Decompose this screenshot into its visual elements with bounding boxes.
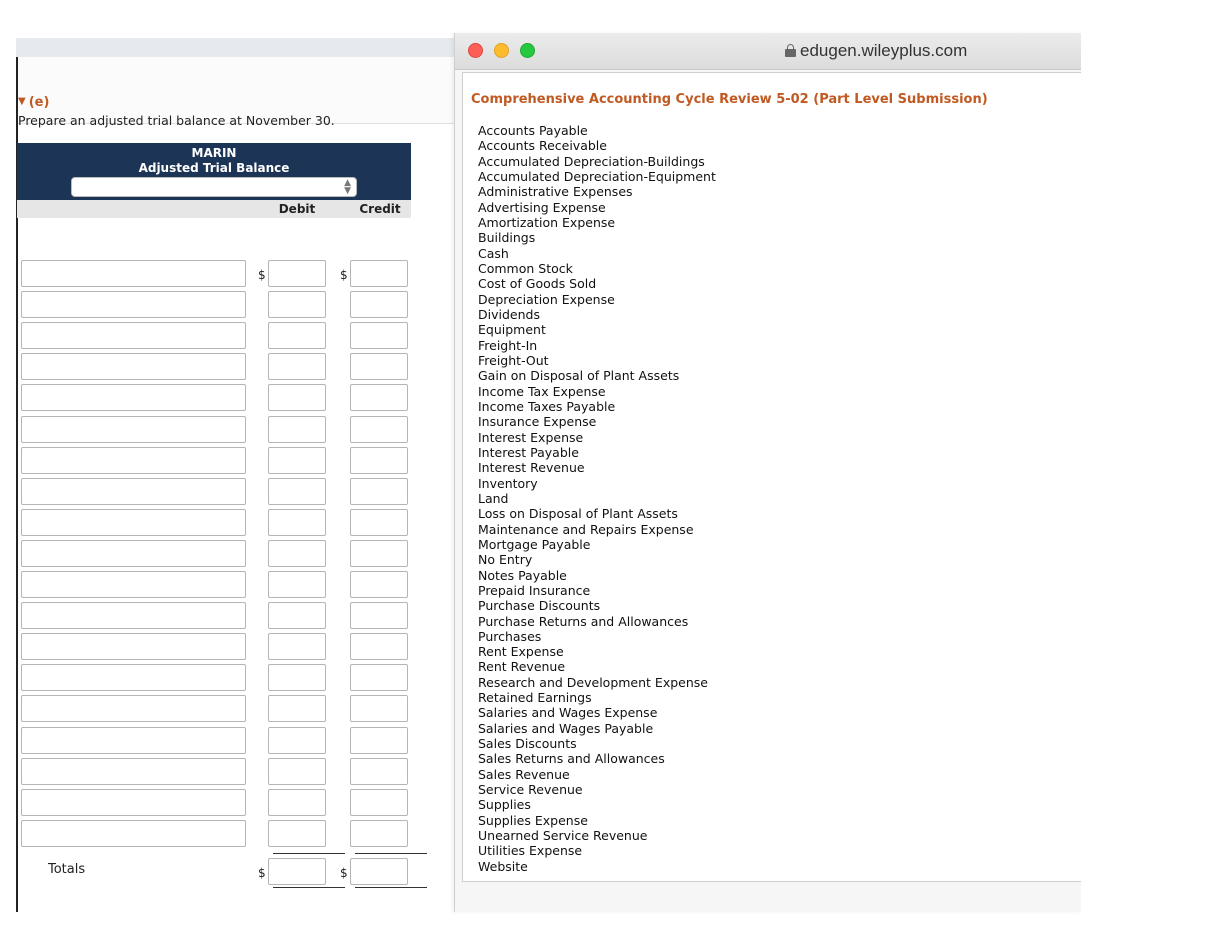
account-title-input[interactable] [21, 260, 246, 287]
credit-amount-input[interactable] [350, 384, 408, 411]
credit-amount-input[interactable] [350, 322, 408, 349]
account-list-item: Income Taxes Payable [478, 398, 616, 414]
account-list-item: Notes Payable [478, 567, 567, 583]
debit-amount-input[interactable] [268, 384, 326, 411]
total-debit-input[interactable] [268, 858, 326, 885]
credit-amount-input[interactable] [350, 633, 408, 660]
trial-balance-row [17, 758, 411, 786]
url-display [785, 41, 967, 61]
trial-balance-row [17, 789, 411, 817]
trial-balance-row [17, 384, 411, 412]
account-list-item: Buildings [478, 230, 536, 246]
account-title-input[interactable] [21, 571, 246, 598]
account-list-item: Equipment [478, 322, 546, 338]
lock-icon [785, 44, 796, 57]
debit-amount-input[interactable] [268, 416, 326, 443]
account-list-item: Mortgage Payable [478, 536, 591, 552]
trial-balance-row [17, 820, 411, 848]
debit-amount-input[interactable] [268, 540, 326, 567]
account-list-item: Land [478, 490, 509, 506]
trial-balance-row [17, 540, 411, 568]
account-list-item: Common Stock [478, 260, 573, 276]
debit-amount-input[interactable] [268, 695, 326, 722]
account-title-input[interactable] [21, 322, 246, 349]
debit-amount-input[interactable] [268, 291, 326, 318]
debit-total-rule [273, 853, 345, 854]
trial-balance-row [17, 416, 411, 444]
trial-balance-row [17, 633, 411, 661]
account-list-item: No Entry [478, 552, 533, 568]
statement-title: Adjusted Trial Balance [138, 161, 290, 175]
url-text: edugen.wileyplus.com [800, 41, 968, 60]
trial-balance-row [17, 571, 411, 599]
account-list-item: Rent Expense [478, 644, 564, 660]
account-list-item: Insurance Expense [478, 414, 597, 430]
credit-double-rule [355, 887, 427, 888]
account-title-input[interactable] [21, 695, 246, 722]
account-list-item: Income Tax Expense [478, 383, 606, 399]
account-list-item: Rent Revenue [478, 659, 566, 675]
account-title-input[interactable] [21, 384, 246, 411]
debit-double-rule [273, 887, 345, 888]
popup-content [462, 72, 1081, 882]
account-list-item: Salaries and Wages Payable [478, 720, 654, 736]
credit-amount-input[interactable] [350, 509, 408, 536]
debit-amount-input[interactable] [268, 602, 326, 629]
account-list-item: Supplies [478, 797, 531, 813]
account-list-item: Interest Revenue [478, 460, 585, 476]
account-list-item: Utilities Expense [478, 843, 583, 859]
debit-amount-input[interactable] [268, 664, 326, 691]
debit-amount-input[interactable] [268, 758, 326, 785]
credit-amount-input[interactable] [350, 758, 408, 785]
debit-amount-input[interactable] [268, 509, 326, 536]
account-list-item: Purchase Returns and Allowances [478, 613, 689, 629]
account-title-input[interactable] [21, 540, 246, 567]
trial-balance-row [17, 664, 411, 692]
date-select[interactable] [71, 177, 357, 197]
credit-amount-input[interactable] [350, 540, 408, 567]
account-list-item: Salaries and Wages Expense [478, 705, 658, 721]
account-list-item: Amortization Expense [478, 214, 616, 230]
account-list-item: Freight-In [478, 337, 538, 353]
column-header-row [17, 200, 411, 218]
account-title-input[interactable] [21, 602, 246, 629]
account-list-item: Advertising Expense [478, 199, 606, 215]
trial-balance-header [17, 143, 411, 200]
account-list-item: Supplies Expense [478, 812, 588, 828]
account-list-item: Website [478, 858, 528, 874]
account-title-input[interactable] [21, 820, 246, 847]
popup-heading: Comprehensive Accounting Cycle Review 5-02 (Part Level Submission) [471, 92, 988, 107]
account-list-item: Accumulated Depreciation-Buildings [478, 153, 705, 169]
debit-amount-input[interactable] [268, 633, 326, 660]
credit-amount-input[interactable] [350, 353, 408, 380]
account-title-input[interactable] [21, 447, 246, 474]
trial-balance-row [17, 260, 411, 288]
trial-balance-row [17, 602, 411, 630]
trial-balance-row [17, 447, 411, 475]
account-list-item: Interest Expense [478, 429, 584, 445]
account-list-item: Purchases [478, 628, 542, 644]
credit-amount-input[interactable] [350, 291, 408, 318]
trial-balance-row [17, 695, 411, 723]
top-bar [16, 38, 456, 57]
account-list-item: Administrative Expenses [478, 184, 633, 200]
credit-amount-input[interactable] [350, 447, 408, 474]
debit-amount-input[interactable] [268, 353, 326, 380]
credit-amount-input[interactable] [350, 820, 408, 847]
totals-credit-dollar-sign: $ [340, 866, 348, 880]
company-name: MARIN [191, 146, 237, 160]
collapse-triangle-icon: ▼ [18, 96, 26, 107]
part-label-text: (e) [28, 95, 50, 110]
account-list-item: Retained Earnings [478, 690, 592, 706]
maximize-window-button[interactable] [520, 43, 535, 58]
account-title-input[interactable] [21, 789, 246, 816]
account-list-item: Freight-Out [478, 352, 549, 368]
trial-balance-row [17, 291, 411, 319]
account-list-item: Accounts Payable [478, 123, 588, 138]
credit-amount-input[interactable] [350, 571, 408, 598]
debit-amount-input[interactable] [268, 789, 326, 816]
account-list-item: Unearned Service Revenue [478, 828, 648, 844]
part-toggle[interactable] [18, 95, 49, 110]
account-list-popup [454, 33, 1081, 912]
account-list-item: Cash [478, 245, 509, 261]
debit-amount-input[interactable] [268, 447, 326, 474]
credit-dollar-sign: $ [340, 268, 348, 282]
account-title-input[interactable] [21, 416, 246, 443]
totals-label: Totals [48, 862, 86, 877]
account-list-item: Cost of Goods Sold [478, 276, 597, 292]
account-title-input[interactable] [21, 353, 246, 380]
account-list-item: Sales Discounts [478, 736, 577, 752]
credit-amount-input[interactable] [350, 416, 408, 443]
instruction-text: Prepare an adjusted trial balance at November 30. [18, 113, 335, 128]
minimize-window-button[interactable] [494, 43, 509, 58]
debit-amount-input[interactable] [268, 571, 326, 598]
credit-column-header: Credit [359, 202, 401, 216]
credit-amount-input[interactable] [350, 695, 408, 722]
account-title-input[interactable] [21, 758, 246, 785]
trial-balance-row [17, 509, 411, 537]
credit-amount-input[interactable] [350, 789, 408, 816]
debit-amount-input[interactable] [268, 820, 326, 847]
account-list-item: Depreciation Expense [478, 291, 615, 307]
close-window-button[interactable] [468, 43, 483, 58]
account-list-item: Research and Development Expense [478, 674, 708, 690]
debit-dollar-sign: $ [258, 268, 266, 282]
popup-title-bar [455, 33, 1081, 70]
debit-amount-input[interactable] [268, 260, 326, 287]
trial-balance-row [17, 727, 411, 755]
totals-debit-dollar-sign: $ [258, 866, 266, 880]
account-list-item: Loss on Disposal of Plant Assets [478, 506, 678, 522]
trial-balance-row [17, 478, 411, 506]
account-title-input[interactable] [21, 664, 246, 691]
account-list-item: Sales Revenue [478, 766, 570, 782]
debit-amount-input[interactable] [268, 478, 326, 505]
account-list [478, 123, 716, 874]
account-list-item: Sales Returns and Allowances [478, 751, 665, 767]
trial-balance-row [17, 353, 411, 381]
debit-amount-input[interactable] [268, 322, 326, 349]
credit-amount-input[interactable] [350, 602, 408, 629]
account-list-item: Interest Payable [478, 444, 579, 460]
account-title-input[interactable] [21, 478, 246, 505]
debit-amount-input[interactable] [268, 727, 326, 754]
account-title-input[interactable] [21, 633, 246, 660]
select-arrows-icon: ▲ ▼ [344, 178, 351, 196]
account-list-item: Service Revenue [478, 782, 583, 798]
credit-total-rule [355, 853, 427, 854]
account-title-input[interactable] [21, 727, 246, 754]
account-list-item: Prepaid Insurance [478, 582, 591, 598]
account-title-input[interactable] [21, 291, 246, 318]
account-list-item: Accounts Receivable [478, 138, 607, 154]
account-list-item: Inventory [478, 475, 538, 491]
credit-amount-input[interactable] [350, 727, 408, 754]
debit-column-header: Debit [278, 202, 316, 216]
account-title-input[interactable] [21, 509, 246, 536]
total-credit-input[interactable] [350, 858, 408, 885]
account-list-item: Purchase Discounts [478, 598, 601, 614]
account-list-item: Accumulated Depreciation-Equipment [478, 168, 716, 184]
account-list-item: Gain on Disposal of Plant Assets [478, 368, 680, 384]
account-list-item: Maintenance and Repairs Expense [478, 521, 694, 537]
credit-amount-input[interactable] [350, 664, 408, 691]
trial-balance-row [17, 322, 411, 350]
credit-amount-input[interactable] [350, 478, 408, 505]
credit-amount-input[interactable] [350, 260, 408, 287]
account-list-item: Dividends [478, 306, 540, 322]
